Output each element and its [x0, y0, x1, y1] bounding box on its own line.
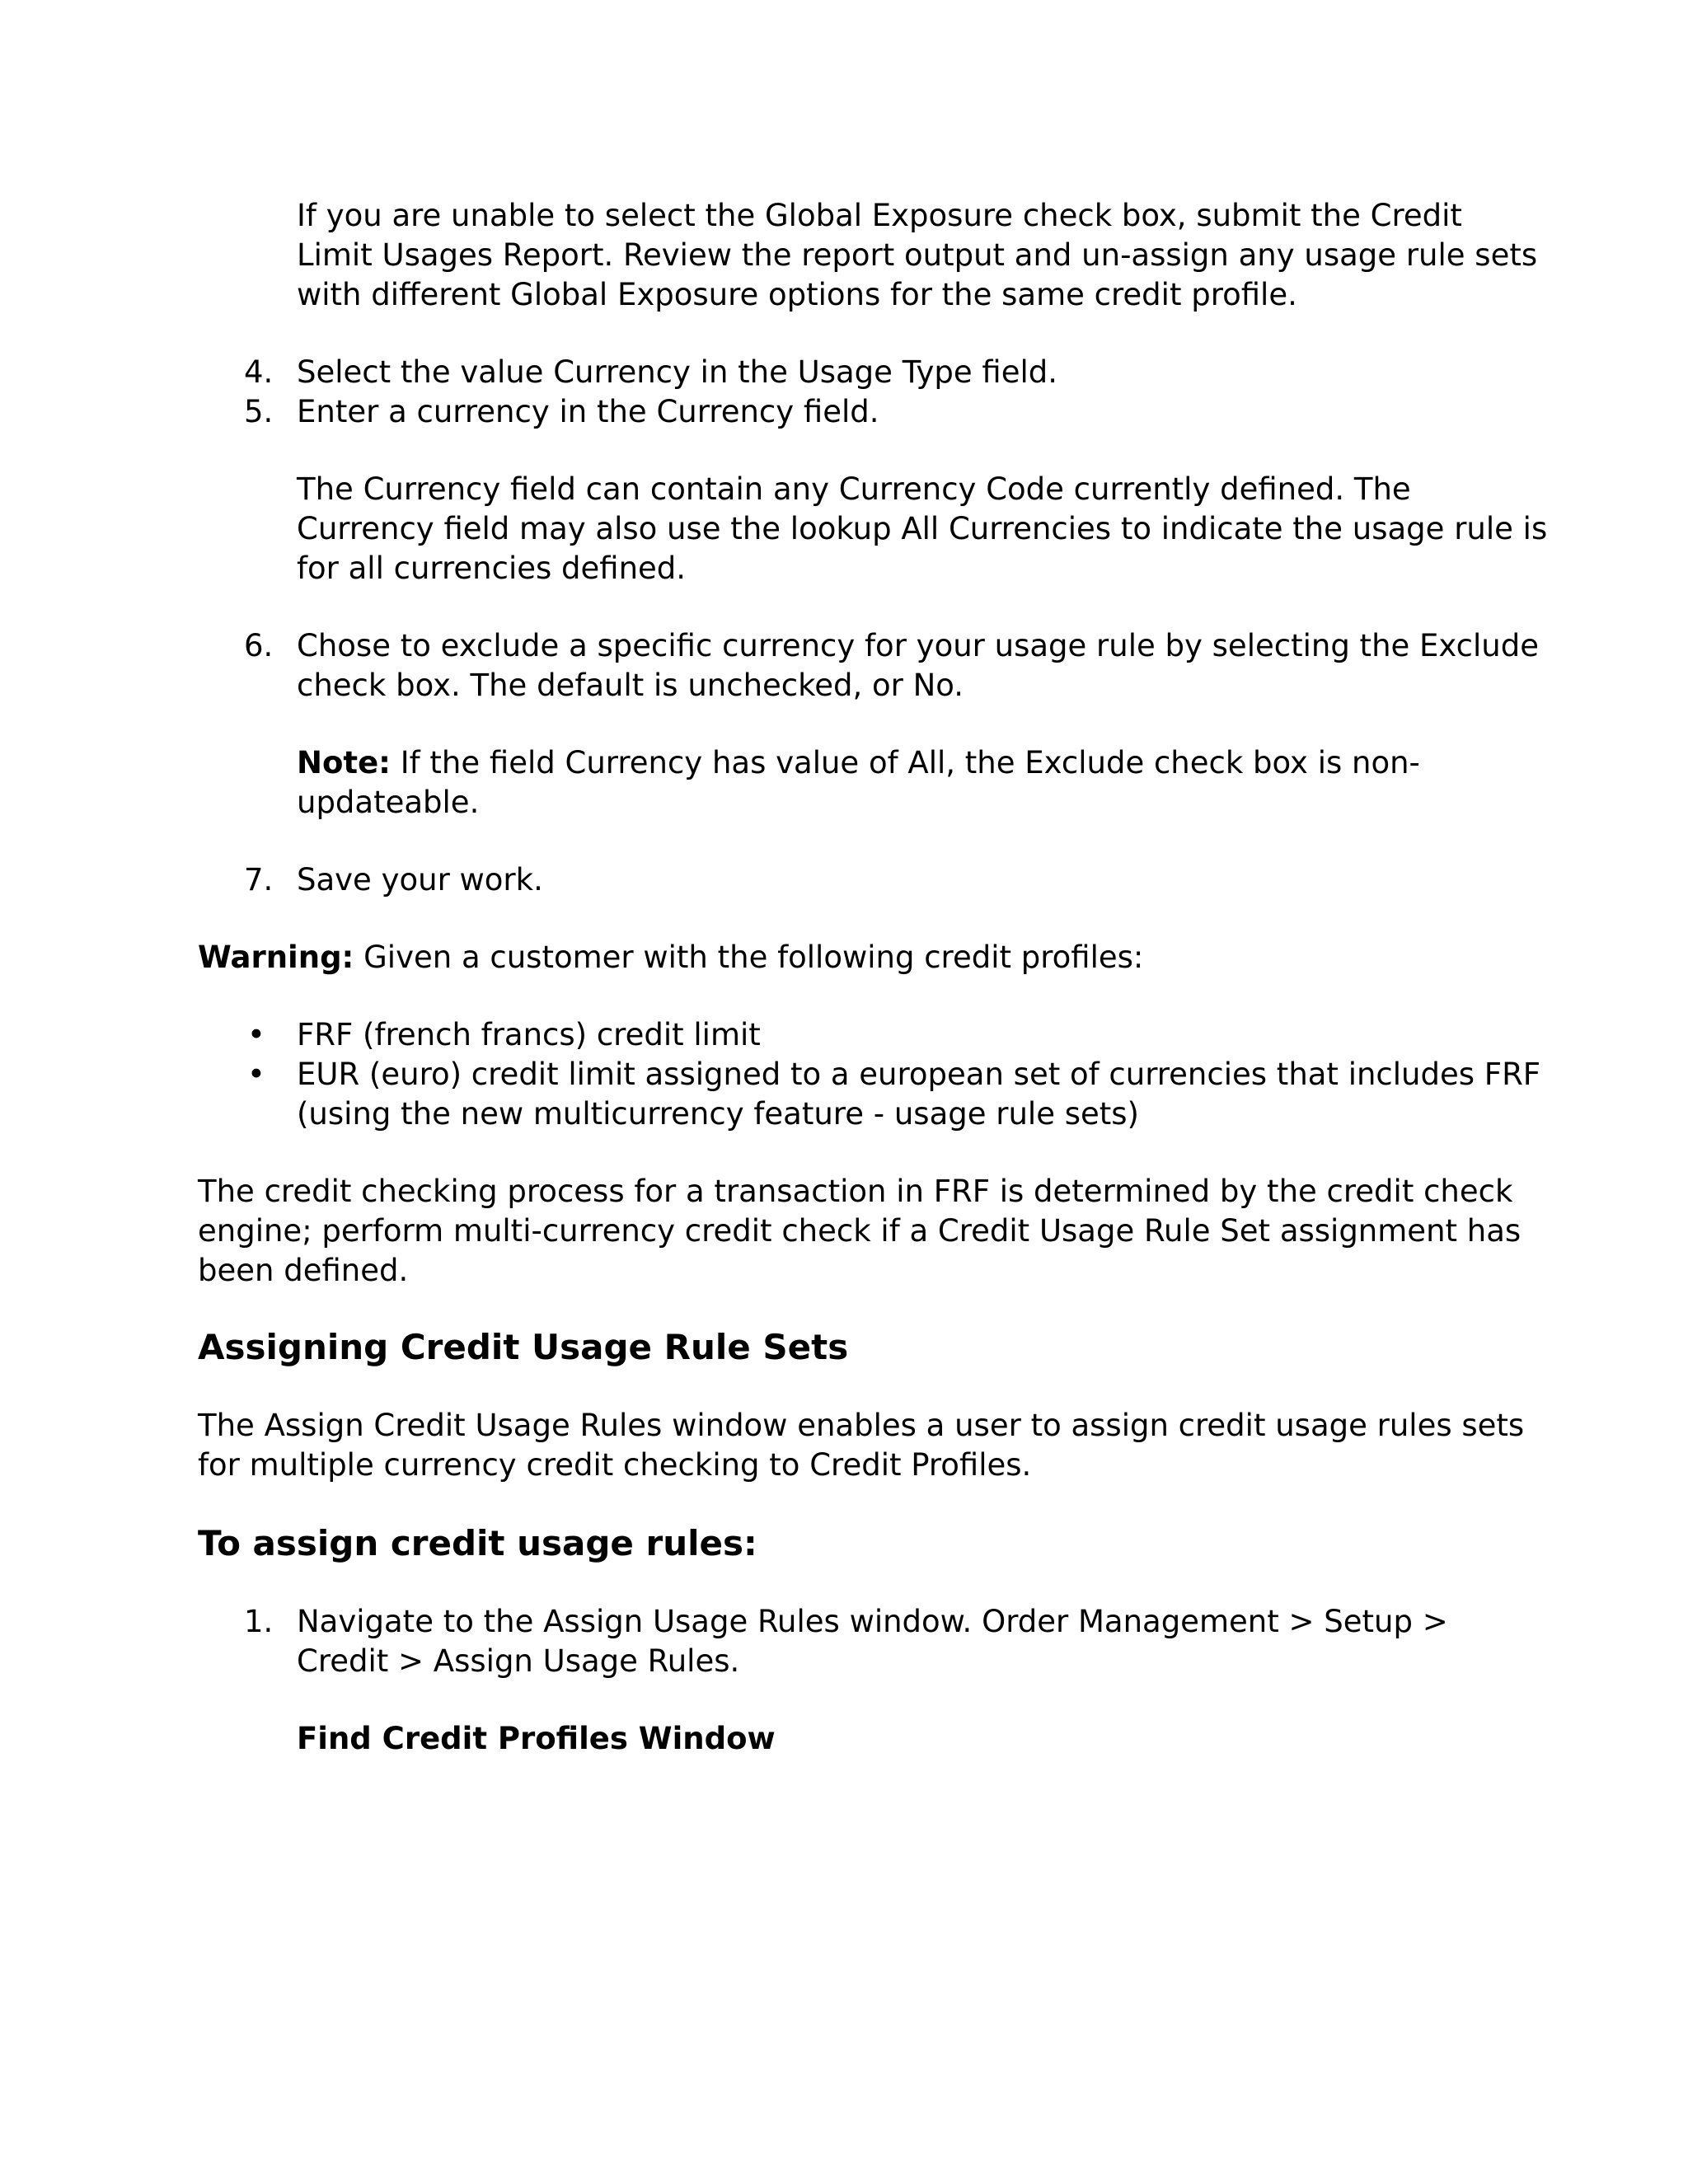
continuation-line-2: Limit Usages Report. Review the report output and un-assign any usage rule sets	[297, 237, 1538, 273]
warning-text: Given a customer with the following credit profiles:	[354, 940, 1144, 975]
note-label: Note:	[297, 745, 391, 780]
currency-note-line-3: for all currencies defined.	[297, 551, 687, 586]
bullet-icon: •	[247, 1057, 265, 1092]
currency-note-line-1: The Currency field can contain any Currency Code currently defined. The	[297, 471, 1411, 507]
step-4-number: 4.	[244, 354, 274, 390]
procedure-step-1-line-1: Navigate to the Assign Usage Rules window. Order Management > Setup >	[297, 1604, 1448, 1639]
step-6-number: 6.	[244, 628, 274, 663]
procedure-step-1-line-2: Credit > Assign Usage Rules.	[297, 1643, 740, 1679]
procedure-step-1-number: 1.	[244, 1604, 274, 1639]
procedure-heading: To assign credit usage rules:	[198, 1523, 757, 1563]
section-para-line-1: The Assign Credit Usage Rules window enables a user to assign credit usage rules sets	[198, 1408, 1525, 1443]
note-text: If the field Currency has value of All, the Exclude check box is non-	[390, 745, 1420, 780]
section-heading: Assigning Credit Usage Rule Sets	[198, 1327, 849, 1367]
figure-caption: Find Credit Profiles Window	[297, 1721, 776, 1756]
bullet-item-2-line-1: EUR (euro) credit limit assigned to a european set of currencies that includes FRF	[297, 1057, 1541, 1092]
bullet-icon: •	[247, 1017, 265, 1052]
process-para-line-1: The credit checking process for a transaction in FRF is determined by the credit check	[198, 1174, 1513, 1209]
step-7-number: 7.	[244, 862, 274, 898]
section-para-line-2: for multiple currency credit checking to Credit Profiles.	[198, 1447, 1032, 1483]
step-5-number: 5.	[244, 394, 274, 429]
bullet-item-1: FRF (french francs) credit limit	[297, 1017, 761, 1052]
currency-note-line-2: Currency field may also use the lookup All Currencies to indicate the usage rule is	[297, 511, 1548, 546]
continuation-line-3: with different Global Exposure options for the same credit profile.	[297, 277, 1297, 312]
step-6-line-2: check box. The default is unchecked, or No.	[297, 668, 964, 703]
process-para-line-3: been defined.	[198, 1253, 409, 1288]
step-5-text: Enter a currency in the Currency field.	[297, 394, 879, 429]
warning-label: Warning:	[198, 940, 354, 975]
process-para-line-2: engine; perform multi-currency credit check if a Credit Usage Rule Set assignment has	[198, 1213, 1522, 1249]
note-line-1	[297, 743, 1420, 783]
bullet-item-2-line-2: (using the new multicurrency feature - usage rule sets)	[297, 1096, 1139, 1132]
step-7-text: Save your work.	[297, 862, 543, 898]
step-6-line-1: Chose to exclude a specific currency for your usage rule by selecting the Exclude	[297, 628, 1539, 663]
continuation-line-1: If you are unable to select the Global Exposure check box, submit the Credit	[297, 198, 1462, 233]
note-line-2: updateable.	[297, 785, 480, 820]
step-4-text: Select the value Currency in the Usage Type field.	[297, 354, 1058, 390]
warning-line	[198, 938, 1143, 977]
